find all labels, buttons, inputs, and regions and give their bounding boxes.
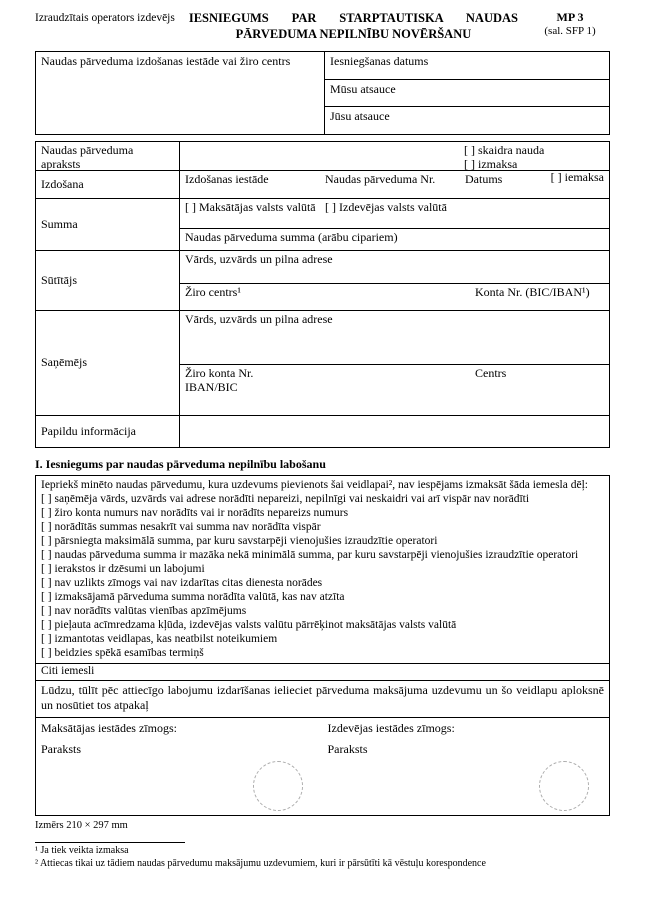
our-reference-label: Mūsu atsauce: [330, 81, 396, 96]
date-label: Datums: [465, 172, 503, 186]
row-additional-info: [36, 415, 609, 447]
row-amount: [36, 198, 609, 250]
issuer-operator-label: Izraudzītais operators izdevējs: [35, 12, 175, 24]
form-title-line2: PĀRVEDUMA NEPILNĪBU NOVĒRŠANU: [235, 27, 472, 41]
checkbox-reason-5[interactable]: [ ]: [41, 549, 52, 561]
footnote-1: ¹ Ja tiek veikta izmaksa: [35, 845, 129, 856]
issuer-signature-label: Paraksts: [327, 742, 368, 756]
issuer-stamp-placeholder-circle: [539, 761, 589, 811]
reason-item: [41, 562, 604, 576]
reason-item: [41, 646, 604, 660]
issue-label: Izdošana: [36, 171, 180, 198]
recipient-giro-field[interactable]: [180, 364, 609, 415]
reason-item: [41, 604, 604, 618]
option-izmaksa-label: izmaksa: [478, 156, 518, 171]
payer-stamp-area: [36, 718, 323, 815]
payer-stamp-label: Maksātājas iestādes zīmogs:: [41, 721, 177, 735]
reason-item: [41, 534, 604, 548]
form-title-line1: IESNIEGUMS PAR STARPTAUTISKA NAUDAS: [188, 11, 518, 25]
transfer-number-label: Naudas pārveduma Nr.: [325, 172, 436, 186]
reason-label-1: saņēmēja vārds, uzvārds vai adrese norādīti nepareizi, nepilnīgi vai neskaidri vai arī vispār nav norādīti: [54, 493, 530, 505]
reasons-intro: Iepriekš minēto naudas pārvedumu, kura uzdevums pievienots šai veidlapai², nav iespējams izmaksāt šāda iemesla dēļ:: [41, 479, 588, 491]
reason-item: [41, 632, 604, 646]
footnote-2: ² Attiecas tikai uz tādiem naudas pārvedumu maksājumu uzdevumiem, kuri ir pārsūtīti kā vēstuļu korespondence: [35, 857, 486, 869]
form-code-block: [530, 10, 610, 37]
issue-fields[interactable]: [180, 171, 609, 198]
checkbox-reason-9[interactable]: [ ]: [41, 605, 52, 617]
return-notice: Lūdzu, tūlīt pēc attiecīgo labojumu izdarīšanas ielieciet pārveduma maksājuma uzdevumu un šo veidlapu aploksnē un nosūtiet tos atpakaļ: [36, 680, 609, 717]
recipient-name-label: Vārds, uzvārds un pilna adrese: [185, 312, 333, 326]
recipient-giro-block: [185, 367, 475, 394]
payer-stamp-placeholder-circle: [253, 761, 303, 811]
amount-sum-field[interactable]: [180, 228, 609, 250]
your-reference-label: Jūsu atsauce: [330, 109, 390, 124]
checkbox-reason-8[interactable]: [ ]: [41, 591, 52, 603]
row-sender: [36, 250, 609, 310]
reason-label-8: izmaksājamā pārveduma summa norādīta valūtā, kas nav atzīta: [54, 591, 345, 603]
sender-account-label: Konta Nr. (BIC/IBAN¹): [475, 285, 590, 299]
paper-size-note: Izmērs 210 × 297 mm: [35, 820, 128, 831]
form-reference: (sal. SFP 1): [544, 25, 596, 37]
checkbox-reason-12[interactable]: [ ]: [41, 647, 52, 659]
checkbox-payer-currency[interactable]: [ ]: [185, 200, 196, 214]
details-table: [35, 141, 610, 448]
reason-label-2: žiro konta numurs nav norādīts vai ir norādīts nepareizs numurs: [54, 507, 349, 519]
reason-label-5: naudas pārveduma summa ir mazāka nekā minimālā summa, par kuru savstarpēji vienojušies izraudzītie operatori: [54, 549, 579, 561]
sender-giro-field[interactable]: [180, 283, 609, 310]
option-izmaksa: [464, 158, 604, 172]
issuing-institution-label: Izdošanas iestāde: [185, 172, 269, 186]
other-reasons-label: Citi iemesli: [41, 665, 95, 677]
reason-item: [41, 506, 604, 520]
reason-label-11: izmantotas veidlapas, kas neatbilst noteikumiem: [54, 633, 278, 645]
option-payer-currency-label: Maksātājas valsts valūtā: [199, 200, 316, 214]
checkbox-reason-6[interactable]: [ ]: [41, 563, 52, 575]
reason-item: [41, 520, 604, 534]
option-payer-currency: [185, 201, 325, 215]
section1-heading: I. Iesniegums par naudas pārveduma nepilnību labošanu: [35, 457, 326, 471]
row-issue: [36, 170, 609, 198]
issuer-stamp-label: Izdevējas iestādes zīmogs:: [327, 721, 455, 735]
checkbox-reason-1[interactable]: [ ]: [41, 493, 52, 505]
reason-label-4: pārsniegta maksimālā summa, par kuru savstarpēji vienojušies izraudzītie operatori: [54, 535, 438, 547]
your-reference-field[interactable]: [325, 106, 609, 134]
recipient-centre-label: Centrs: [475, 366, 507, 380]
sender-label: Sūtītājs: [36, 251, 180, 310]
amount-sum-label: Naudas pārveduma summa (arābu cipariem): [185, 230, 398, 244]
checkbox-reason-3[interactable]: [ ]: [41, 521, 52, 533]
payer-signature-label: Paraksts: [41, 742, 81, 756]
reason-label-9: nav norādīts valūtas vienības apzīmējums: [54, 605, 247, 617]
sender-name-field[interactable]: [180, 251, 609, 283]
reason-item: [41, 590, 604, 604]
issuing-office-field[interactable]: [36, 52, 325, 134]
option-skaidra-nauda: [464, 144, 604, 158]
stamps-section: [36, 717, 609, 815]
description-label: Naudas pārveduma apraksts: [36, 142, 180, 170]
recipient-iban-label: IBAN/BIC: [185, 379, 238, 394]
issuing-office-label: Naudas pārveduma izdošanas iestāde vai žiro centrs: [41, 54, 291, 68]
submission-date-field[interactable]: [325, 52, 609, 79]
form-code: MP 3: [556, 10, 584, 24]
reason-label-7: nav uzlikts zīmogs vai nav izdarītas citas dienesta norādes: [54, 577, 323, 589]
reasons-list: [36, 476, 609, 663]
checkbox-issuer-currency[interactable]: [ ]: [325, 200, 336, 214]
our-reference-field[interactable]: [325, 79, 609, 107]
reason-item: [41, 618, 604, 632]
amount-currency-options: [180, 199, 609, 228]
section1-box: [35, 475, 610, 816]
checkbox-reason-7[interactable]: [ ]: [41, 577, 52, 589]
additional-info-label: Papildu informācija: [36, 416, 180, 447]
checkbox-iemaksa[interactable]: [ ]: [550, 170, 562, 184]
option-iemaksa-label: iemaksa: [564, 170, 604, 184]
footnotes: [35, 845, 610, 870]
recipient-label: Saņēmējs: [36, 311, 180, 415]
reason-label-12: beidzies spēkā esamības termiņš: [54, 647, 204, 659]
submission-date-label: Iesniegšanas datums: [330, 54, 429, 68]
checkbox-reason-4[interactable]: [ ]: [41, 535, 52, 547]
option-issuer-currency: [325, 201, 447, 215]
row-recipient: [36, 310, 609, 415]
sender-giro-label: Žiro centrs¹: [185, 285, 241, 299]
checkbox-reason-10[interactable]: [ ]: [41, 619, 52, 631]
checkbox-izmaksa[interactable]: [ ]: [464, 156, 475, 171]
issuer-stamp-area: [323, 718, 610, 815]
checkbox-skaidra-nauda[interactable]: [ ]: [464, 143, 475, 157]
reference-table: [35, 51, 610, 135]
reason-item: [41, 548, 604, 562]
footnote-divider: [35, 842, 185, 843]
option-issuer-currency-label: Izdevējas valsts valūtā: [339, 200, 447, 214]
checkbox-reason-11[interactable]: [ ]: [41, 633, 52, 645]
form-title: [183, 10, 524, 42]
reason-label-3: norādītās summas nesakrīt vai summa nav norādīta vispār: [54, 521, 321, 533]
reason-label-10: pieļauta acīmredzama kļūda, izdevējas valsts valūtu pārrēķinot maksātājas valsts valūtā: [54, 619, 457, 631]
sender-name-label: Vārds, uzvārds un pilna adrese: [185, 252, 333, 266]
amount-label: Summa: [36, 199, 180, 250]
checkbox-reason-2[interactable]: [ ]: [41, 507, 52, 519]
option-skaidra-nauda-label: skaidra nauda: [478, 143, 545, 157]
recipient-giro-label: Žiro konta Nr.: [185, 366, 254, 380]
reference-right-column: [325, 52, 609, 134]
reason-item: [41, 576, 604, 590]
recipient-name-field[interactable]: [180, 311, 609, 364]
reason-item: [41, 492, 604, 506]
other-reasons-field[interactable]: [36, 663, 609, 680]
form-header: [35, 10, 610, 42]
reason-label-6: ierakstos ir dzēsumi un labojumi: [54, 563, 205, 575]
additional-info-field[interactable]: [180, 416, 609, 447]
